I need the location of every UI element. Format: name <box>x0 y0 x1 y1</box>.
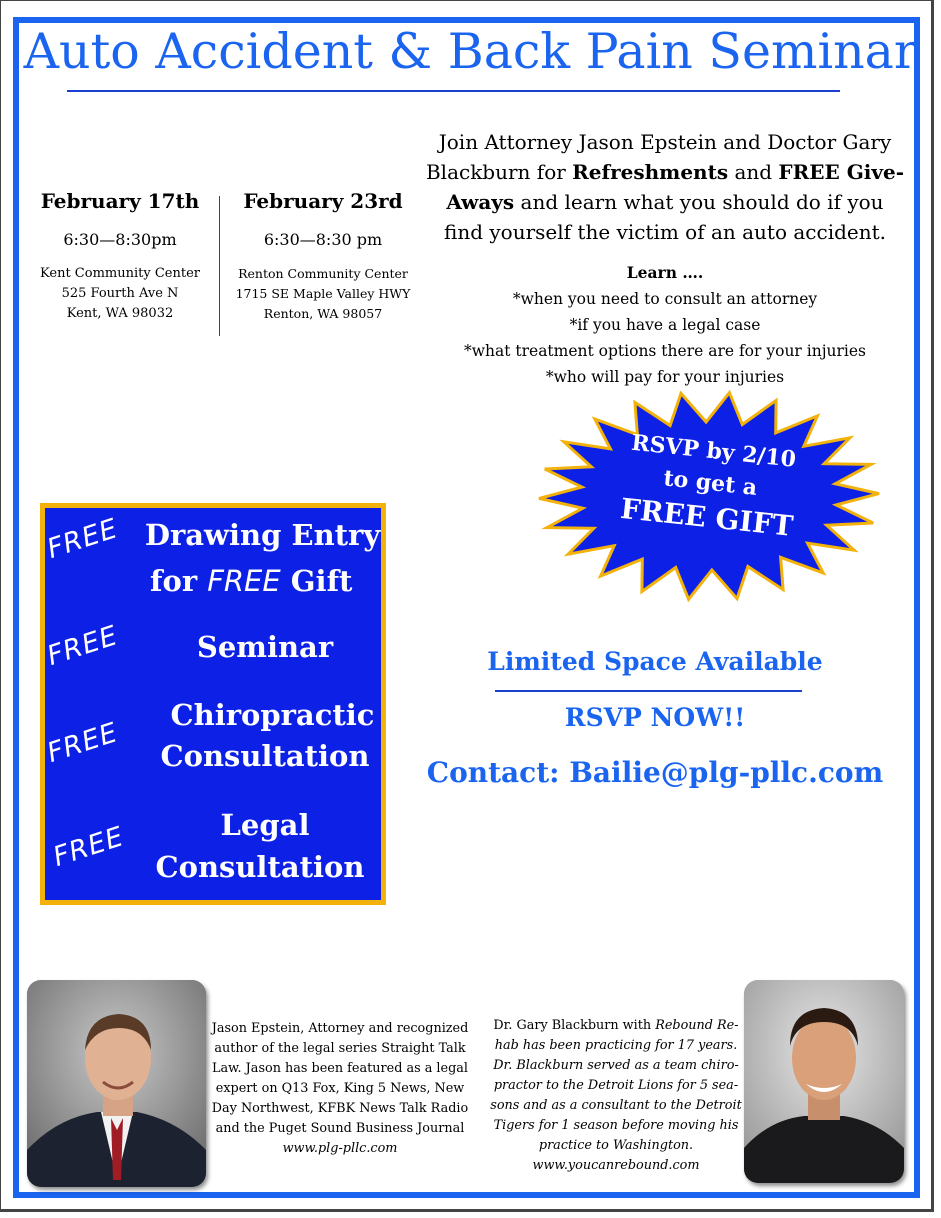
blackburn-bio-text <box>487 1016 745 1156</box>
event-street: 1715 SE Maple Valley HWY <box>235 286 411 301</box>
limited-underline <box>495 690 802 692</box>
learn-item: *if you have a legal case <box>569 316 761 334</box>
blackburn-bio-body: has been practicing for 17 years. Dr. Blackburn served as a team chiro-practor to the Detroit Lions for 5 sea-sons and as a consultant to the Detroit Tigers for 1 season before moving his practice to Washington. <box>490 1038 742 1153</box>
epstein-bio <box>210 1019 470 1159</box>
drawing-entry-line2 <box>140 560 385 602</box>
intro-text: Join Attorney Jason Epstein and Doctor Gary Blackburn for <box>425 130 892 184</box>
title-underline <box>67 90 840 92</box>
blackburn-bio <box>487 1016 745 1176</box>
epstein-website[interactable]: www.plg-pllc.com <box>282 1141 398 1156</box>
learn-list <box>425 260 905 390</box>
learn-item: *what treatment options there are for your injuries <box>463 342 866 360</box>
event-date: February 17th <box>40 189 200 213</box>
blackburn-website[interactable]: www.youcanrebound.com <box>532 1158 700 1173</box>
event-venue: Renton Community Center <box>238 266 408 281</box>
learn-item: *when you need to consult an attorney <box>512 290 818 308</box>
legal-line1: Legal <box>220 808 310 842</box>
drawing-for: for <box>150 564 208 598</box>
event-street: 525 Fourth Ave N <box>61 286 179 301</box>
rsvp-burst-line3: FREE GIFT <box>618 491 795 543</box>
event-date: February 23rd <box>243 189 403 213</box>
intro-text: and <box>728 160 779 184</box>
event-divider <box>219 196 220 336</box>
intro-refreshments: Refreshments <box>572 160 729 184</box>
flyer-title: Auto Accident & Back Pain Seminar <box>23 23 918 80</box>
event-city: Kent, WA 98032 <box>66 306 174 321</box>
drawing-entry-line1: Drawing Entry <box>144 518 381 552</box>
event-renton <box>228 188 418 324</box>
free-tag: FREE <box>49 821 128 873</box>
free-tag: FREE <box>43 620 122 672</box>
intro-giveaways: FREE Give-Aways <box>446 160 905 214</box>
event-kent <box>30 188 210 324</box>
chiro-line1: Chiropractic <box>170 698 375 732</box>
rsvp-burst-text <box>526 372 892 619</box>
legal-line2: Consultation <box>155 850 365 884</box>
rsvp-starburst <box>536 390 882 602</box>
blackburn-photo <box>744 980 904 1183</box>
event-time: 6:30—8:30 pm <box>263 230 383 249</box>
seminar-label: Seminar <box>196 630 334 664</box>
blackburn-bio-pre: Dr. Gary Blackburn with <box>493 1018 656 1033</box>
event-address <box>30 264 210 324</box>
learn-item: *who will pay for your injuries <box>545 368 785 386</box>
free-tag: FREE <box>43 513 122 565</box>
learn-heading: Learn …. <box>626 263 704 282</box>
intro-paragraph <box>425 127 905 247</box>
epstein-photo <box>27 980 206 1187</box>
rsvp-now: RSVP NOW!! <box>564 703 746 732</box>
event-time: 6:30—8:30pm <box>63 230 177 249</box>
rsvp-burst-line2: to get a <box>662 465 759 501</box>
drawing-gift: Gift <box>280 564 353 598</box>
blackburn-portrait <box>744 980 904 1183</box>
event-address <box>228 264 418 324</box>
event-city: Renton, WA 98057 <box>263 306 383 321</box>
blackburn-org: Rebound Re-hab <box>494 1018 739 1053</box>
limited-space: Limited Space Available <box>487 647 823 676</box>
intro-text: and learn what you should do if you find yourself the victim of an auto accident. <box>443 190 887 244</box>
rsvp-burst-line1: RSVP by 2/10 <box>630 429 798 473</box>
chiro-line2: Consultation <box>160 739 370 773</box>
epstein-portrait <box>27 980 206 1187</box>
epstein-bio-text: Jason Epstein, Attorney and recognized author of the legal series Straight Talk Law. Jason has been featured as a legal expert on Q13 Fox, King 5 News, New Day Northwest, KFBK News Talk Radio and the Puget Sound Business Journal <box>211 1021 469 1136</box>
free-offers-box <box>40 503 386 905</box>
event-venue: Kent Community Center <box>40 266 200 281</box>
free-tag: FREE <box>43 717 122 769</box>
drawing-free: FREE <box>207 564 281 598</box>
contact-email[interactable]: Contact: Bailie@plg-pllc.com <box>426 756 884 789</box>
